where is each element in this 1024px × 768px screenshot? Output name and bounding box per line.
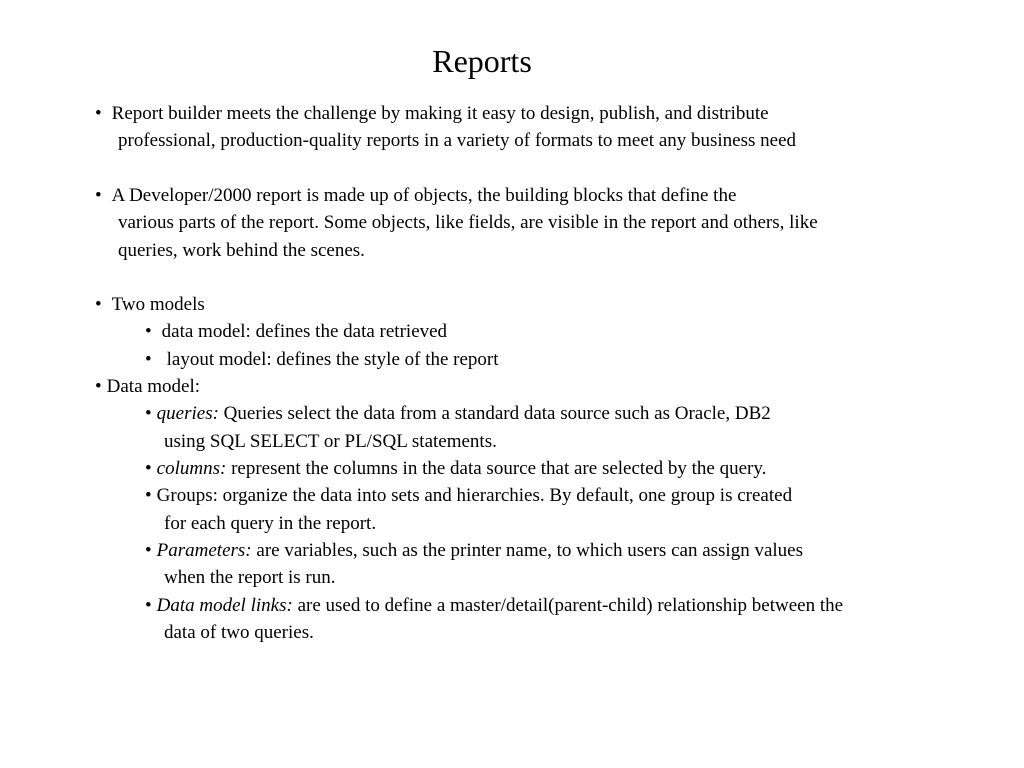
slide-title: Reports: [432, 43, 532, 79]
term-columns: columns:: [156, 458, 227, 479]
bullet-1-line-2: professional, production-quality reports in a variety of formats to meet any business need: [118, 130, 797, 151]
bullet-marker: •: [95, 103, 102, 124]
bullet-4-label: Data model:: [106, 376, 201, 397]
sub-bullet-marker: •: [145, 349, 152, 370]
sub-bullet-marker: •: [145, 485, 152, 506]
parameters-text-1: are variables, such as the printer name, to which users can assign values: [256, 540, 803, 561]
queries-text-1: Queries select the data from a standard data source such as Oracle, DB2: [223, 403, 771, 424]
bullet-3-sub-1-text: data model: defines the data retrieved: [161, 321, 448, 342]
bullet-4-line-1: [95, 373, 200, 400]
links-text-1: are used to define a master/detail(parent-child) relationship between the: [297, 595, 844, 616]
sub-bullet-marker: •: [145, 595, 152, 616]
bullet-3-sub-1: [145, 318, 447, 345]
links-line-2: data of two queries.: [164, 622, 314, 643]
bullet-2-text-1: A Developer/2000 report is made up of objects, the building blocks that define the: [111, 185, 737, 206]
columns-text-1: represent the columns in the data source that are selected by the query.: [231, 458, 767, 479]
queries-line-2: using SQL SELECT or PL/SQL statements.: [164, 431, 497, 452]
bullet-2-line-2: various parts of the report. Some objects, like fields, are visible in the report and others, like: [118, 212, 818, 233]
bullet-2-line-1: [95, 182, 736, 209]
term-queries: queries:: [156, 403, 219, 424]
groups-line-2: for each query in the report.: [164, 513, 377, 534]
term-parameters: Parameters:: [156, 540, 252, 561]
data-model-sub-groups: [145, 482, 792, 509]
bullet-3-label: Two models: [111, 294, 205, 315]
bullet-3-sub-2-text: layout model: defines the style of the report: [166, 349, 499, 370]
bullet-3-sub-2: [145, 346, 499, 373]
data-model-sub-parameters: [145, 537, 803, 564]
sub-bullet-marker: •: [145, 540, 152, 561]
term-data-model-links: Data model links:: [156, 595, 293, 616]
parameters-line-2: when the report is run.: [164, 567, 336, 588]
bullet-marker: •: [95, 185, 102, 206]
bullet-1-line-1: [95, 100, 769, 127]
data-model-sub-columns: [145, 455, 766, 482]
bullet-3-line-1: [95, 291, 205, 318]
data-model-sub-queries: [145, 400, 771, 427]
groups-text-1: Groups: organize the data into sets and hierarchies. By default, one group is created: [156, 485, 793, 506]
bullet-marker: •: [95, 376, 102, 397]
sub-bullet-marker: •: [145, 458, 152, 479]
data-model-sub-links: [145, 592, 843, 619]
sub-bullet-marker: •: [145, 403, 152, 424]
bullet-1-text-1: Report builder meets the challenge by making it easy to design, publish, and distribute: [111, 103, 769, 124]
bullet-2-line-3: queries, work behind the scenes.: [118, 240, 365, 261]
sub-bullet-marker: •: [145, 321, 152, 342]
bullet-marker: •: [95, 294, 102, 315]
